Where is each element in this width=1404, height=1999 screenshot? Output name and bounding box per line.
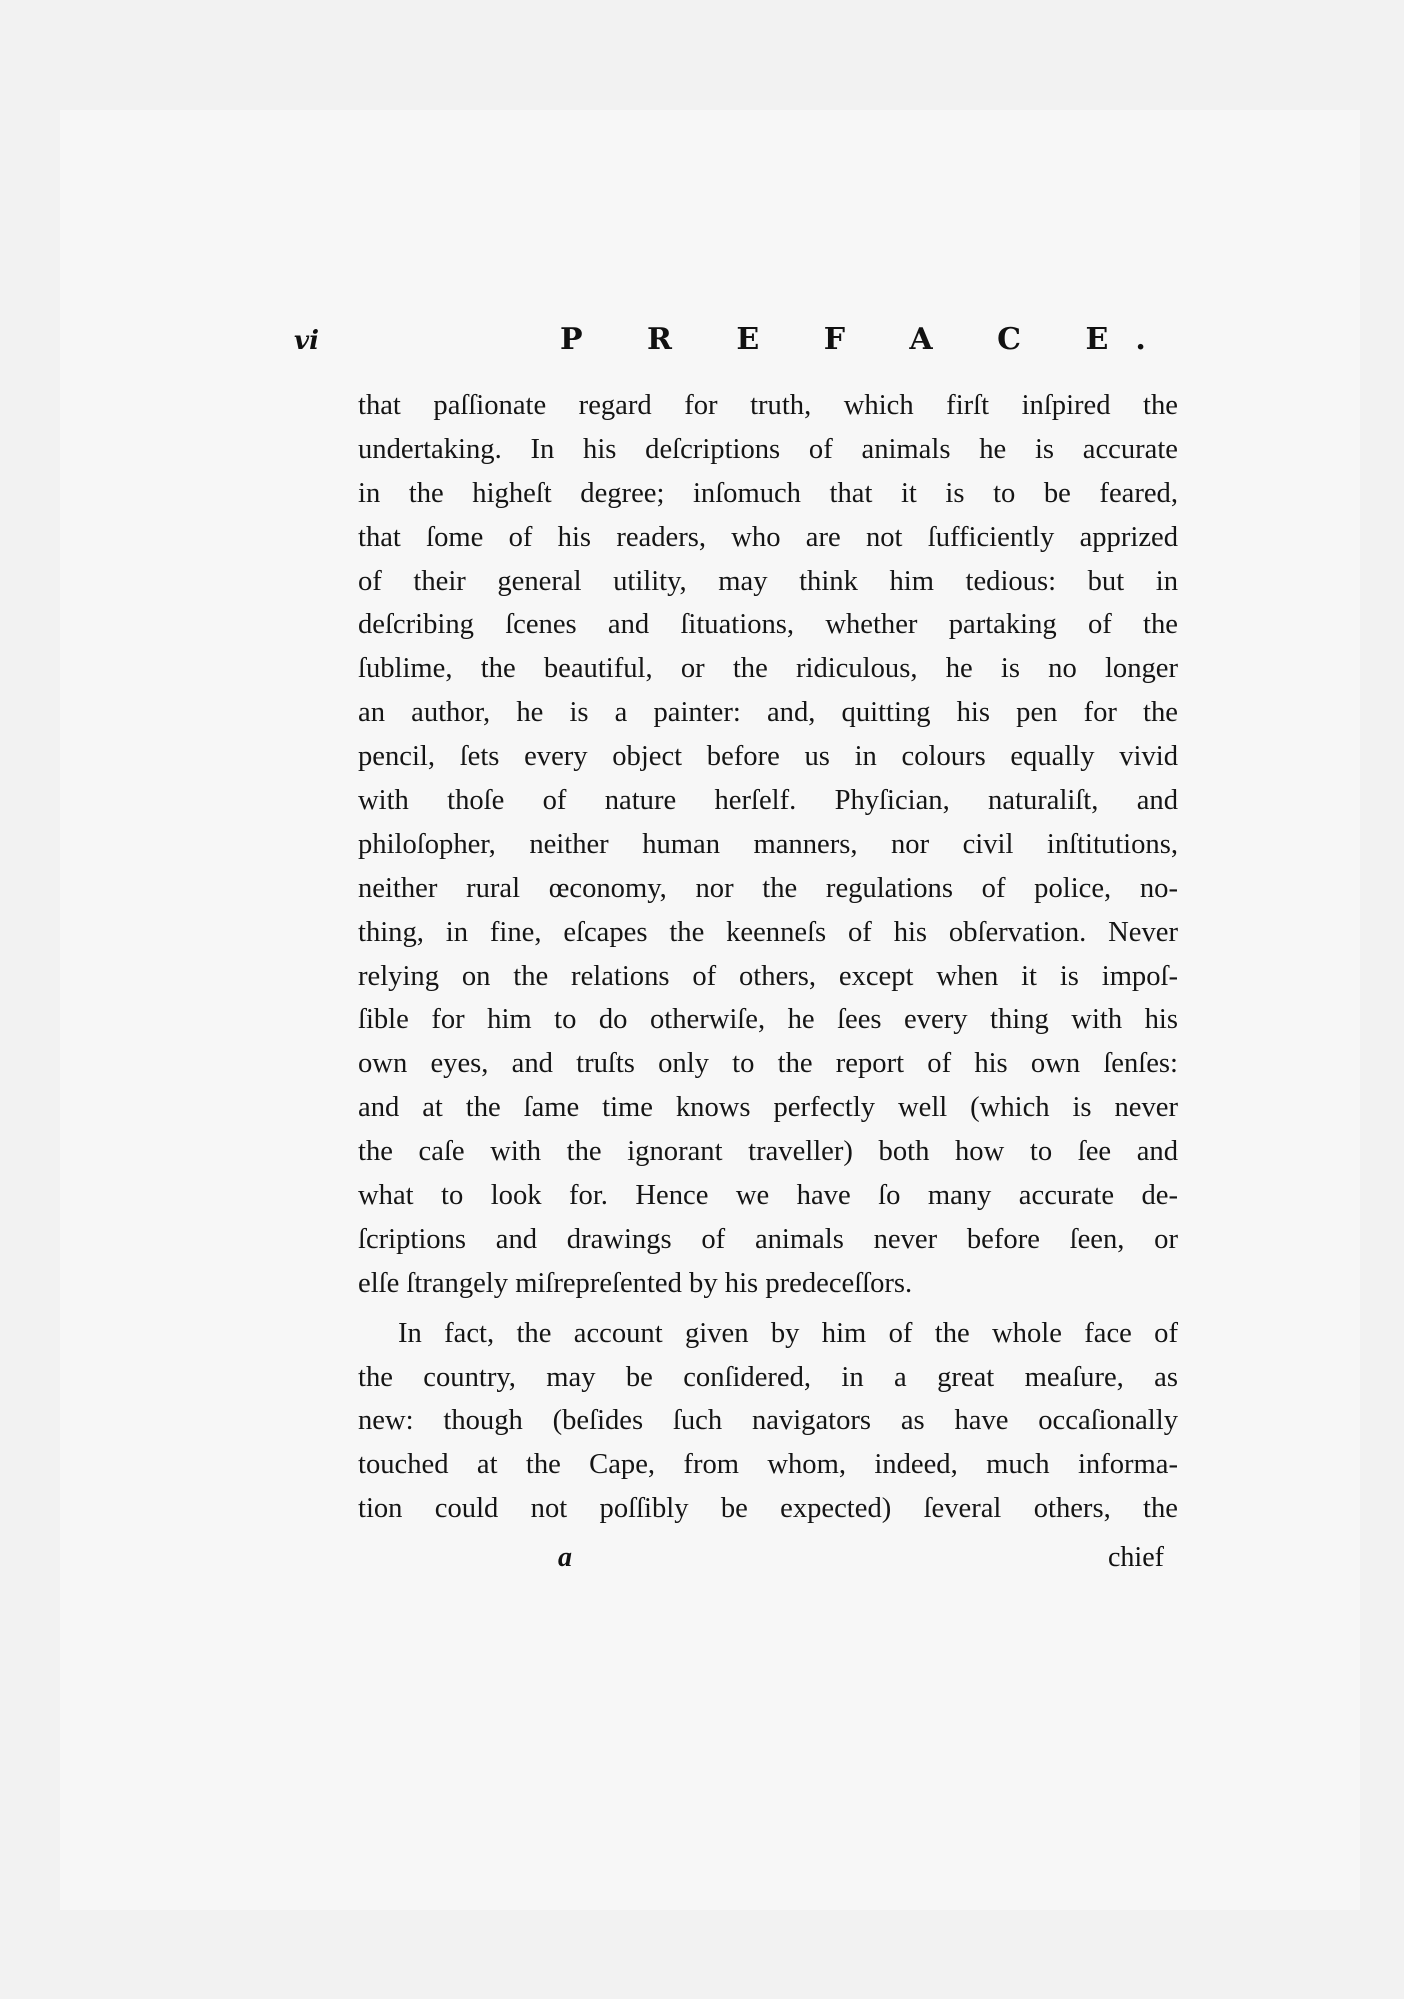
text-line: of their general utility, may think him tedious: but in — [358, 565, 1178, 597]
text-line: and at the ſame time knows perfectly well (which is never — [358, 1092, 1178, 1124]
body-text — [358, 384, 1178, 1531]
text-line: in the higheſt degree; inſomuch that it is to be feared, — [358, 477, 1178, 509]
text-line: relying on the relations of others, except when it is impoſ- — [358, 960, 1178, 992]
text-line: tion could not poſſibly be expected) ſeveral others, the — [358, 1493, 1178, 1525]
text-line: with thoſe of nature herſelf. Phyſician, naturaliſt, and — [358, 785, 1178, 817]
running-title: P R E F A C E. — [560, 322, 1173, 357]
text-line: thing, in fine, eſcapes the keenneſs of his obſervation. Never — [358, 916, 1178, 948]
text-line: an author, he is a painter: and, quitting his pen for the — [358, 697, 1178, 729]
signature-mark: a — [558, 1542, 572, 1573]
catchword: chief — [1108, 1542, 1164, 1573]
text-line: ſcriptions and drawings of animals never before ſeen, or — [358, 1223, 1178, 1255]
running-head — [0, 320, 1404, 370]
page-footer — [0, 1542, 1404, 1582]
text-line: pencil, ſets every object before us in colours equally vivid — [358, 741, 1178, 773]
text-line: touched at the Cape, from whom, indeed, much informa- — [358, 1449, 1178, 1481]
text-line: new: though (beſides ſuch navigators as have occaſionally — [358, 1405, 1178, 1437]
text-line: that ſome of his readers, who are not ſufficiently apprized — [358, 521, 1178, 553]
text-line: philoſopher, neither human manners, nor civil inſtitutions, — [358, 828, 1178, 860]
text-line: ſublime, the beautiful, or the ridiculous, he is no longer — [358, 653, 1178, 685]
text-line: ſible for him to do otherwiſe, he ſees every thing with his — [358, 1004, 1178, 1036]
text-line: elſe ſtrangely miſrepreſented by his predeceſſors. — [358, 1267, 913, 1299]
text-line: neither rural œconomy, nor the regulations of police, no- — [358, 872, 1178, 904]
text-line: that paſſionate regard for truth, which firſt inſpired the — [358, 390, 1178, 421]
text-line: own eyes, and truſts only to the report of his own ſenſes: — [358, 1048, 1178, 1080]
page-number: vi — [294, 326, 319, 356]
text-line: In fact, the account given by him of the whole face of — [398, 1317, 1178, 1349]
text-line: the caſe with the ignorant traveller) both how to ſee and — [358, 1136, 1178, 1168]
text-line: the country, may be conſidered, in a great meaſure, as — [358, 1361, 1178, 1393]
text-line: undertaking. In his deſcriptions of animals he is accurate — [358, 433, 1178, 465]
text-line: what to look for. Hence we have ſo many accurate de- — [358, 1180, 1178, 1212]
text-line: deſcribing ſcenes and ſituations, whether partaking of the — [358, 609, 1178, 641]
